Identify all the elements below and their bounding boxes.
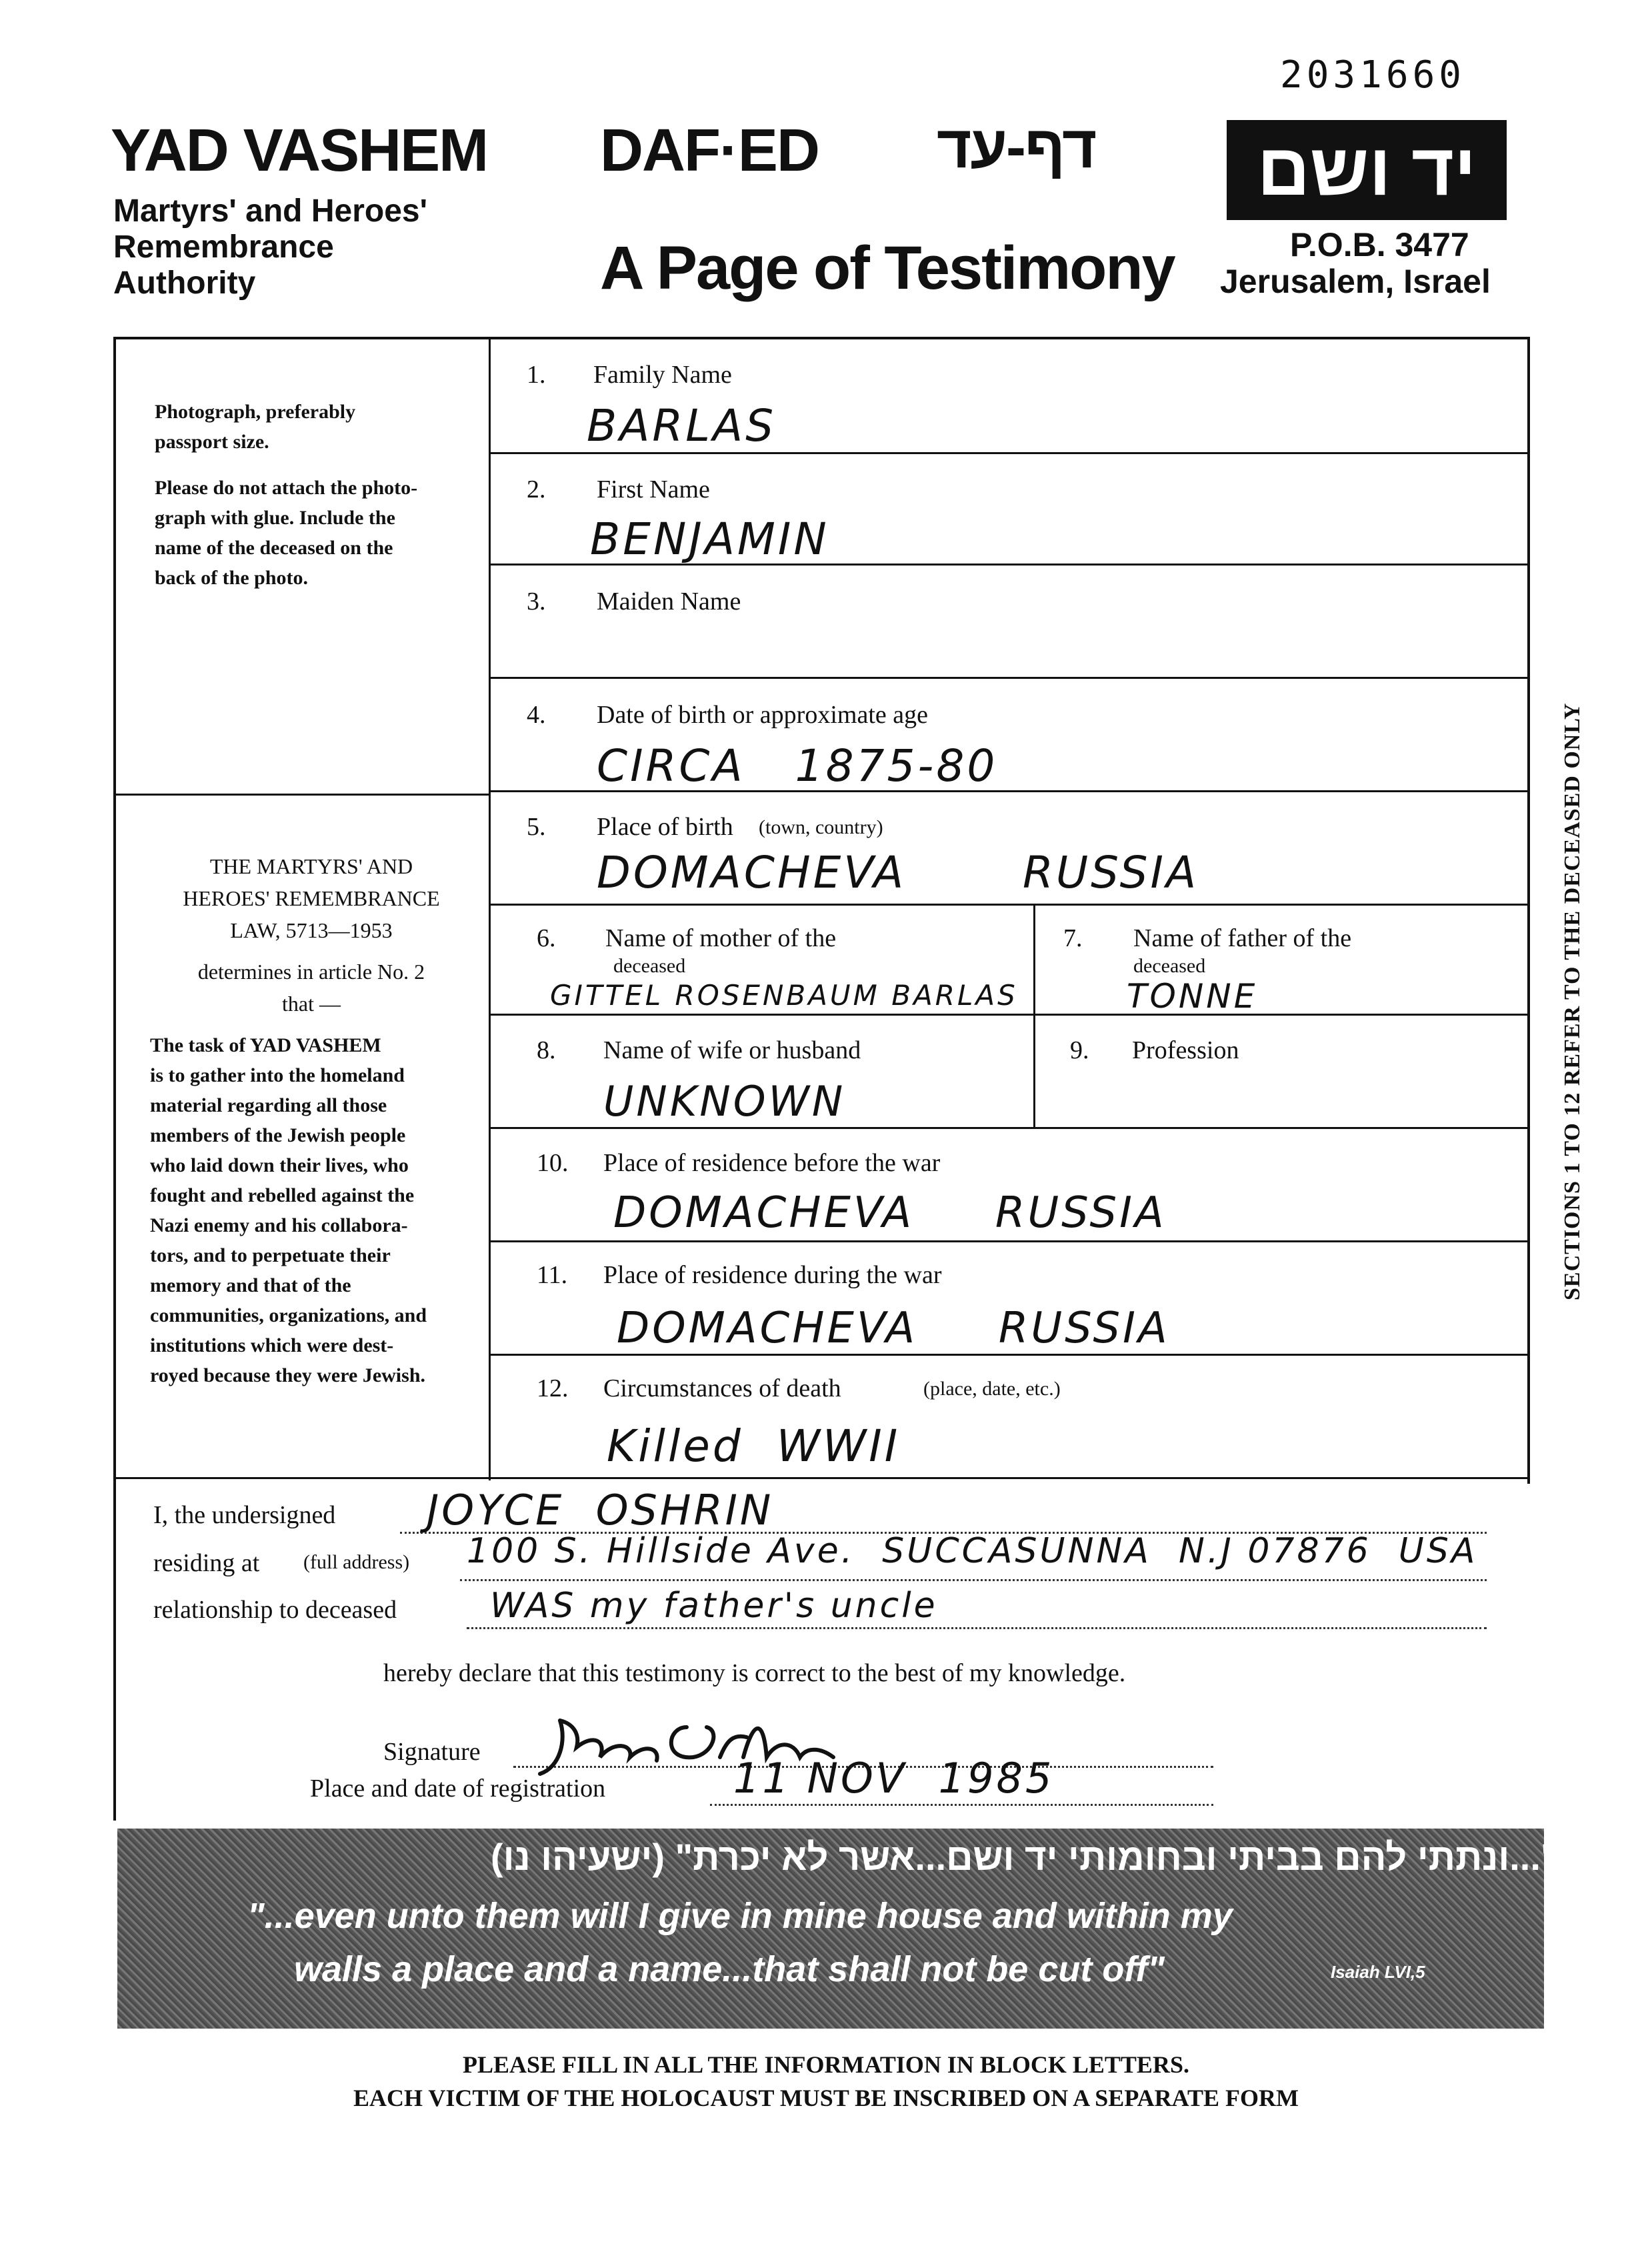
org-name: YAD VASHEM <box>111 117 488 184</box>
field-3-num: 3. <box>527 588 546 616</box>
residence-during-value: DOMACHEVA RUSSIA <box>617 1304 1170 1353</box>
residing-sub: (full address) <box>303 1551 410 1573</box>
banner-line-2: walls a place and a name...that shall not be cut off" <box>294 1949 1165 1989</box>
banner-hebrew: "...ונתתי להם בביתי ובחומותי יד ושם...אשר לא יכרת" (ישעיהו נו) <box>491 1836 1559 1878</box>
scripture-banner <box>117 1829 1559 2029</box>
father-name-value: TONNE <box>1127 977 1258 1016</box>
law-body-line: material regarding all those <box>150 1094 387 1116</box>
field-1-num: 1. <box>527 361 546 389</box>
org-line-1: Martyrs' and Heroes' <box>113 193 427 229</box>
spouse-name-value: UNKNOWN <box>603 1077 846 1126</box>
birth-place-value: DOMACHEVA RUSSIA <box>597 847 1199 898</box>
field-11-label: Place of residence during the war <box>603 1261 942 1289</box>
field-6-num: 6. <box>537 924 556 952</box>
first-name-value: BENJAMIN <box>590 513 829 565</box>
footer-line-1: PLEASE FILL IN ALL THE INFORMATION IN BLOCK LETTERS. <box>463 2051 1189 2078</box>
field-2-label: First Name <box>597 475 710 503</box>
residing-label: residing at <box>153 1549 260 1577</box>
yad-vashem-logo <box>1227 120 1507 220</box>
photo-instr-4: back of the photo. <box>155 567 309 589</box>
residence-before-value: DOMACHEVA RUSSIA <box>613 1188 1167 1238</box>
field-9-num: 9. <box>1070 1036 1089 1064</box>
law-body-line: The task of YAD VASHEM <box>150 1034 381 1056</box>
law-body-line: tors, and to perpetuate their <box>150 1244 391 1266</box>
law-heading-1: THE MARTYRS' AND <box>209 854 413 878</box>
law-body-line: memory and that of the <box>150 1274 351 1296</box>
field-4-label: Date of birth or approximate age <box>597 701 928 729</box>
declaration-statement: hereby declare that this testimony is correct to the best of my knowledge. <box>383 1659 1126 1687</box>
field-12-num: 12. <box>537 1374 569 1402</box>
field-6-label: Name of mother of the <box>605 924 837 952</box>
mother-name-value: GITTEL ROSENBAUM BARLAS <box>550 979 1018 1012</box>
field-9-label: Profession <box>1132 1036 1239 1064</box>
law-heading <box>148 850 475 1020</box>
pob: P.O.B. 3477 <box>1290 226 1469 263</box>
field-12-label: Circumstances of death <box>603 1374 841 1402</box>
field-4-num: 4. <box>527 701 546 729</box>
law-body <box>150 1030 477 1390</box>
hebrew-daf-ed: דף-עד <box>937 114 1096 181</box>
footer-line-2: EACH VICTIM OF THE HOLOCAUST MUST BE INSCRIBED ON A SEPARATE FORM <box>353 2085 1299 2111</box>
law-body-line: who laid down their lives, who <box>150 1154 409 1176</box>
field-7-num: 7. <box>1063 924 1083 952</box>
law-body-line: members of the Jewish people <box>150 1124 406 1146</box>
field-11-num: 11. <box>537 1261 568 1289</box>
page-title: A Page of Testimony <box>600 234 1175 302</box>
photo-line-1: Photograph, preferably <box>155 401 356 423</box>
photo-line-2: passport size. <box>155 431 269 453</box>
law-body-line: is to gather into the homeland <box>150 1064 405 1086</box>
banner-source: Isaiah LVI,5 <box>1331 1962 1425 1982</box>
field-8-num: 8. <box>537 1036 556 1064</box>
field-5-sub: (town, country) <box>759 816 883 838</box>
relationship-label: relationship to deceased <box>153 1596 397 1624</box>
field-7-label: Name of father of the <box>1133 924 1352 952</box>
field-5-label: Place of birth <box>597 813 733 841</box>
law-body-line: Nazi enemy and his collabora- <box>150 1214 408 1236</box>
daf-ed-title: DAF·ED <box>600 117 819 184</box>
field-3-label: Maiden Name <box>597 588 741 616</box>
field-8-label: Name of wife or husband <box>603 1036 861 1064</box>
org-line-3: Authority <box>113 265 256 301</box>
photo-instr-3: name of the deceased on the <box>155 537 393 559</box>
birth-date-value: CIRCA 1875-80 <box>597 740 998 792</box>
relationship-value: WAS my father's uncle <box>490 1586 938 1626</box>
law-determines-2: that — <box>282 992 341 1016</box>
death-circumstances-value: Killed WWII <box>607 1420 901 1472</box>
banner-line-1: "...even unto them will I give in mine house and within my <box>247 1896 1233 1936</box>
law-body-line: institutions which were dest- <box>150 1334 394 1356</box>
field-6-label-2: deceased <box>613 955 686 977</box>
place-date-value: 11 NOV 1985 <box>733 1754 1055 1803</box>
law-determines-1: determines in article No. 2 <box>197 960 425 984</box>
family-name-value: BARLAS <box>587 400 777 451</box>
field-7-label-2: deceased <box>1133 955 1206 977</box>
org-line-2: Remembrance <box>113 229 334 265</box>
field-1-label: Family Name <box>593 361 732 389</box>
photo-box <box>155 397 475 593</box>
org-subtitle <box>113 193 427 301</box>
field-10-num: 10. <box>537 1149 569 1177</box>
logo-hebrew: יד ושם <box>1257 129 1477 211</box>
field-2-num: 2. <box>527 475 546 503</box>
field-12-sub: (place, date, etc.) <box>923 1378 1061 1400</box>
signature-label: Signature <box>383 1738 481 1766</box>
field-10-label: Place of residence before the war <box>603 1149 941 1177</box>
residing-value: 100 S. Hillside Ave. SUCCASUNNA N.J 07876 USA <box>467 1531 1478 1571</box>
undersigned-value: JOYCE OSHRIN <box>427 1486 774 1534</box>
photo-instr-1: Please do not attach the photo- <box>155 477 418 499</box>
side-note: SECTIONS 1 TO 12 REFER TO THE DECEASED ONLY <box>1560 702 1585 1300</box>
field-5-num: 5. <box>527 813 546 841</box>
city: Jerusalem, Israel <box>1220 263 1491 300</box>
law-body-line: royed because they were Jewish. <box>150 1364 425 1386</box>
law-body-line: fought and rebelled against the <box>150 1184 415 1206</box>
law-body-line: communities, organizations, and <box>150 1304 427 1326</box>
serial-number: 2031660 <box>1280 53 1466 97</box>
undersigned-label: I, the undersigned <box>153 1501 336 1529</box>
photo-instr-2: graph with glue. Include the <box>155 507 395 529</box>
place-date-label: Place and date of registration <box>310 1775 606 1803</box>
law-heading-3: LAW, 5713—1953 <box>230 918 393 942</box>
law-heading-2: HEROES' REMEMBRANCE <box>183 886 440 910</box>
